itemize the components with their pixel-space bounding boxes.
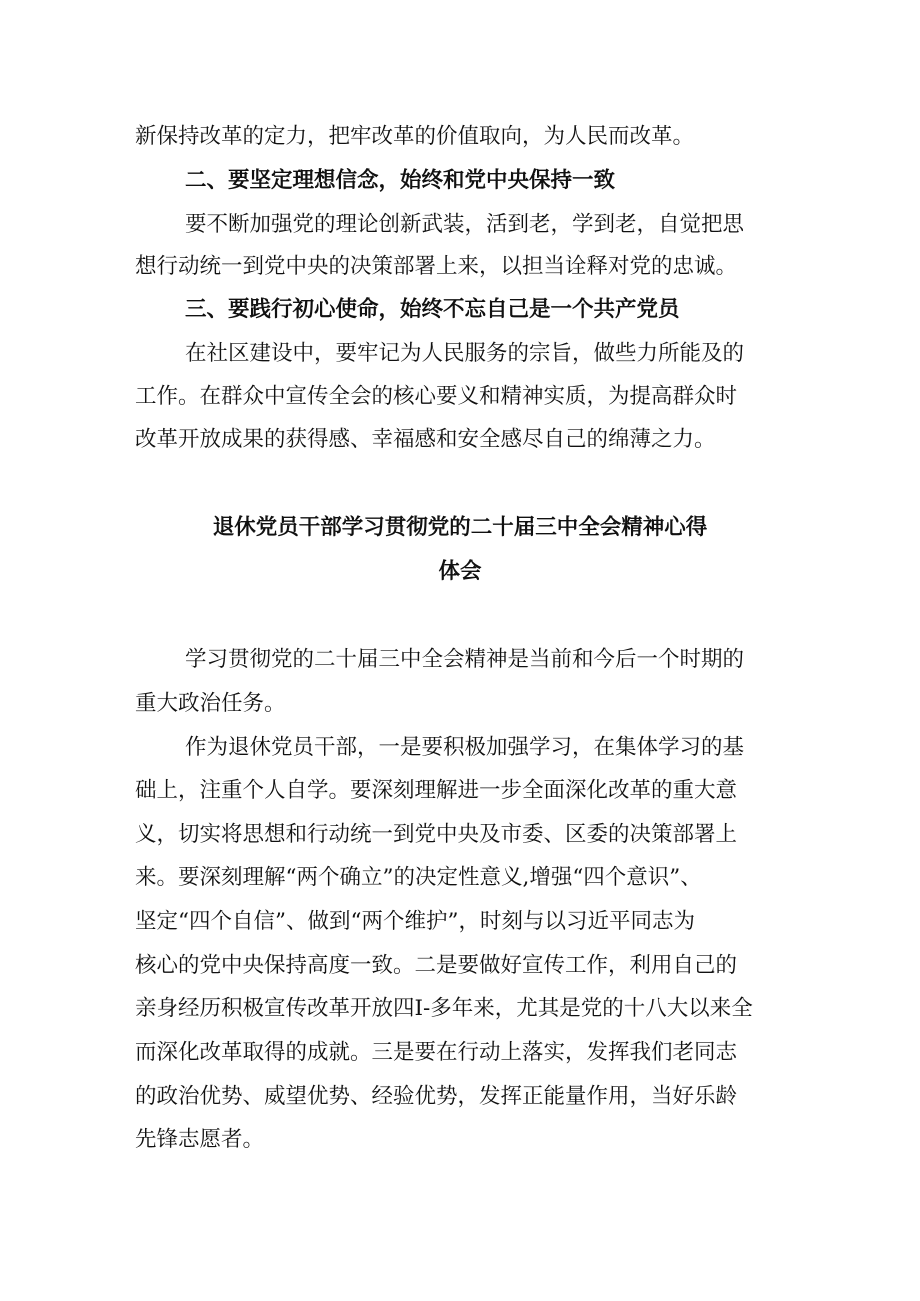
body-line: 新保持改革的定力，把牢改革的价值取向，为人民而改革。: [135, 124, 695, 149]
body-line: 作为退休党员干部，一是要积极加强学习，在集体学习的基: [185, 735, 745, 760]
body-line: 重大政治任务。: [135, 691, 286, 716]
body-line: 在社区建设中，要牢记为人民服务的宗旨，做些力所能及的: [185, 341, 745, 366]
body-line: 的政治优势、威望优势、经验优势，发挥正能量作用，当好乐龄: [135, 1084, 738, 1109]
body-line: 改革开放成果的获得感、幸福感和安全感尽自己的绵薄之力。: [135, 427, 716, 452]
body-line: 先锋志愿者。: [135, 1127, 265, 1152]
body-line: 想行动统一到党中央的决策部署上来，以担当诠释对党的忠诚。: [135, 254, 738, 279]
article-title-continued: 体会: [438, 559, 482, 584]
body-line: 础上，注重个人自学。要深刻理解进一步全面深化改革的重大意: [135, 778, 738, 803]
body-line: 工作。在群众中宣传全会的核心要义和精神实质，为提高群众时: [135, 384, 738, 409]
body-line: 亲身经历积极宣传改革开放四I-多年来，尤其是党的十八大以来全: [135, 996, 753, 1021]
body-line: 义，切实将思想和行动统一到党中央及市委、区委的决策部署上: [135, 822, 738, 847]
body-line: 而深化改革取得的成就。三是要在行动上落实，发挥我们老同志: [135, 1040, 738, 1065]
body-line: 来。要深刻理解“两个确立”的决定性意义,增强“四个意识”、: [135, 865, 702, 890]
body-line: 要不断加强党的理论创新武装，活到老，学到老，自觉把思: [185, 212, 745, 237]
body-line: 核心的党中央保持高度一致。二是要做好宣传工作，利用自己的: [135, 953, 738, 978]
article-title: 退休党员干部学习贯彻党的二十届三中全会精神心得: [212, 515, 708, 540]
body-line: 坚定“四个自信”、做到“两个维护”，时刻与以习近平同志为: [135, 909, 695, 934]
section-heading-three: 三、要践行初心使命，始终不忘自己是一个共产党员: [185, 297, 680, 322]
body-line: 学习贯彻党的二十届三中全会精神是当前和今后一个时期的: [185, 647, 745, 672]
section-heading-two: 二、要坚定理想信念，始终和党中央保持一致: [185, 168, 616, 193]
